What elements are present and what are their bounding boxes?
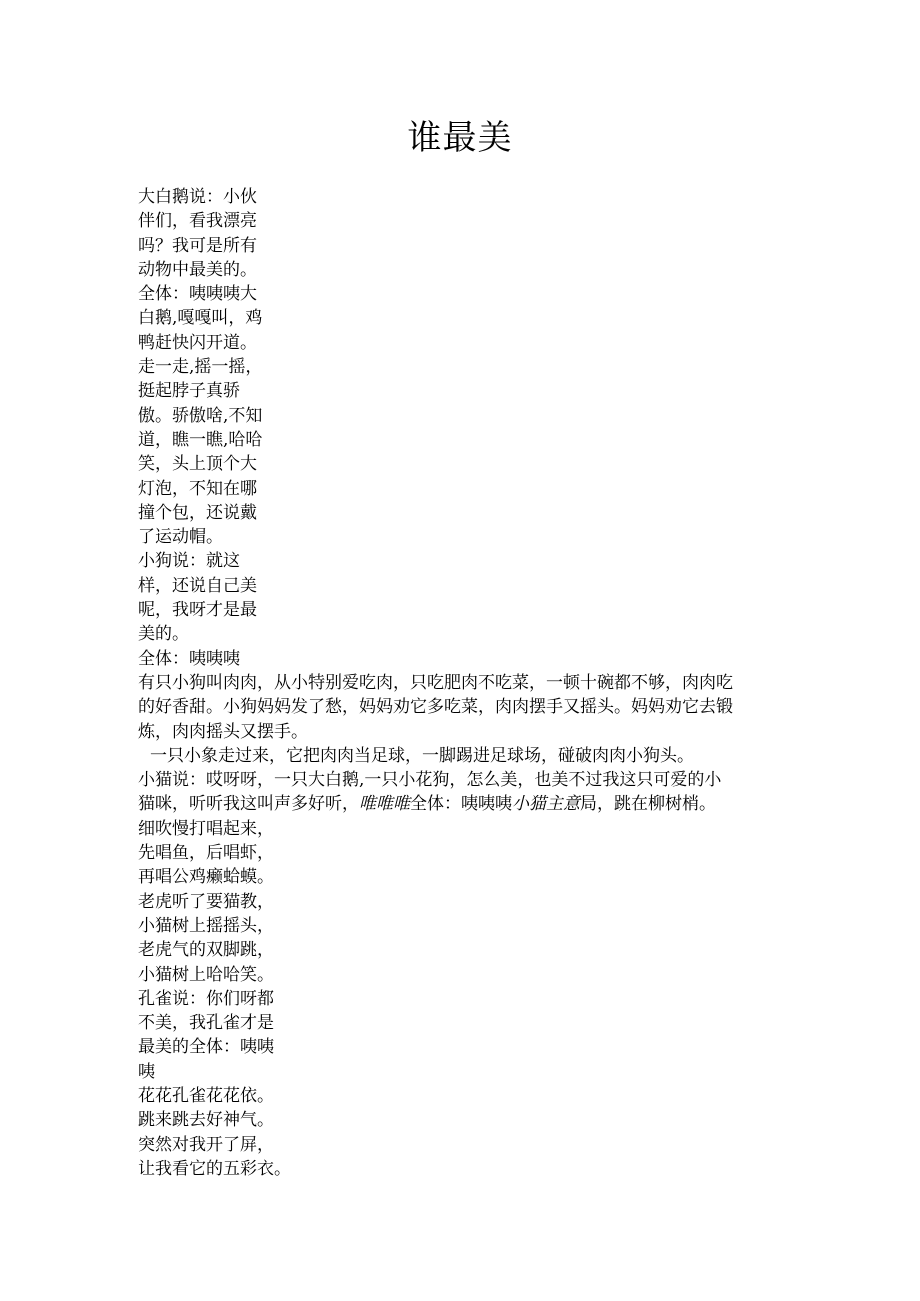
text-segment-italic: 唯唯唯 (359, 794, 410, 815)
text-line: 傲。骄傲啥,不知 (138, 405, 263, 426)
text-line: 全体：咦咦咦大 (138, 284, 257, 305)
text-line: 挺起脖子真骄 (138, 381, 240, 402)
text-line: 笑，头上顶个大 (138, 454, 257, 475)
text-line: 伴们，看我漂亮 (138, 211, 257, 232)
text-line: 一只小象走过来，它把肉肉当足球，一脚踢进足球场，碰破肉肉小狗头。 (150, 745, 694, 766)
text-line: 大白鹅说：小伙 (138, 187, 257, 207)
text-line: 灯泡，不知在哪 (138, 478, 257, 499)
text-line-mixed (138, 792, 788, 816)
text-line: 全体：咦咦咦 (138, 648, 240, 669)
text-line: 了运动帽。 (138, 527, 223, 548)
text-line: 炼，肉肉摇头又摆手。 (138, 721, 308, 742)
text-segment: 全体：咦咦咦 (410, 794, 512, 815)
text-line: 突然对我开了屏， (138, 1134, 274, 1155)
text-line: 小猫树上摇摇头， (138, 915, 274, 936)
text-line: 花花孔雀花花依。 (138, 1085, 274, 1106)
text-line: 小猫说：哎呀呀，一只大白鹅,一只小花狗，怎么美，也美不过我这只可爱的小 (138, 770, 722, 791)
text-line: 孔雀说：你们呀都 (138, 988, 274, 1009)
text-line: 动物中最美的。 (138, 259, 257, 280)
text-line: 美的。 (138, 624, 189, 645)
document-title: 谁最美 (407, 118, 513, 158)
text-line: 细吹慢打唱起来， (138, 818, 274, 839)
text-segment: 猫咪，听听我这叫声多好听， (138, 794, 359, 815)
text-line: 跳来跳去好神气。 (138, 1110, 274, 1131)
text-line: 的好香甜。小狗妈妈发了愁，妈妈劝它多吃菜，肉肉摆手又摇头。妈妈劝它去锻 (138, 697, 733, 718)
text-line: 样，还说自己美 (138, 575, 257, 596)
text-line: 走一走,摇一摇， (138, 357, 263, 378)
text-line: 最美的全体：咦咦 (138, 1037, 274, 1058)
text-line: 老虎气的双脚跳， (138, 940, 274, 961)
text-line: 小猫树上哈哈笑。 (138, 964, 274, 985)
text-line: 不美，我孔雀才是 (138, 1013, 274, 1034)
text-line: 吗？我可是所有 (138, 235, 257, 256)
text-line: 白鹅,嘎嘎叫，鸡 (138, 308, 263, 329)
text-line: 有只小狗叫肉肉，从小特别爱吃肉，只吃肥肉不吃菜，一顿十碗都不够，肉肉吃 (138, 672, 733, 693)
text-line: 让我看它的五彩衣。 (138, 1158, 291, 1179)
document-body (138, 185, 788, 1181)
text-line: 咦 (138, 1061, 155, 1082)
text-line: 撞个包，还说戴 (138, 502, 257, 523)
text-segment-italic: 小猫主意 (512, 794, 580, 815)
text-line: 鸭赶快闪开道。 (138, 332, 257, 353)
text-line: 老虎听了要猫教， (138, 891, 274, 912)
text-line: 小狗说：就这 (138, 551, 240, 572)
text-segment: 局，跳在柳树梢。 (580, 794, 716, 815)
text-line: 呢，我呀才是最 (138, 600, 257, 621)
text-line: 再唱公鸡癞蛤蟆。 (138, 867, 274, 888)
text-line: 先唱鱼，后唱虾， (138, 843, 274, 864)
text-line: 道，瞧一瞧,哈哈 (138, 429, 263, 450)
